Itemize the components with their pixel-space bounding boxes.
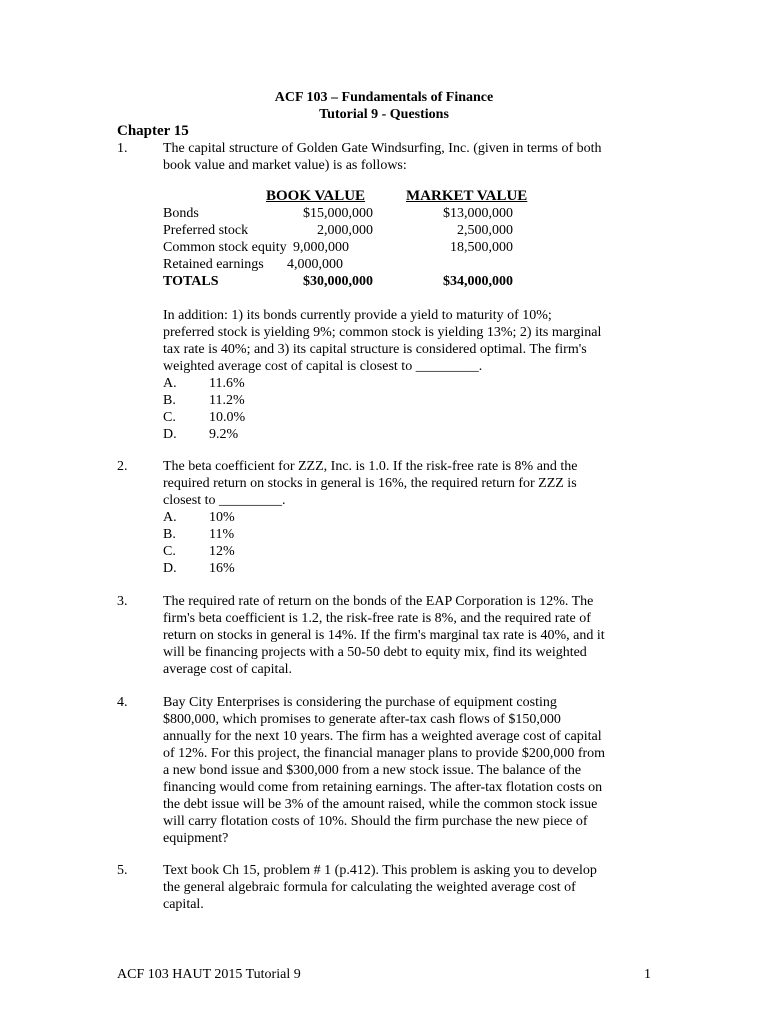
option-letter: A.: [163, 376, 177, 391]
row-label: Bonds: [163, 206, 199, 221]
question-number: 1.: [117, 141, 128, 156]
answer-option: [163, 375, 663, 392]
text-line: financing would come from retaining earnings. The after-tax flotation costs on: [163, 780, 603, 795]
text-line: the general algebraic formula for calculating the weighted average cost of: [163, 880, 576, 895]
table-row: [163, 256, 563, 273]
question-number: 4.: [117, 695, 128, 710]
question-1-body: [163, 307, 663, 443]
chapter-heading: Chapter 15: [117, 123, 189, 139]
text-line: firm's beta coefficient is 1.2, the risk-free rate is 8%, and the required rate of: [163, 611, 591, 626]
option-letter: D.: [163, 427, 177, 442]
option-text: 16%: [209, 561, 235, 576]
option-letter: C.: [163, 544, 176, 559]
table-row: [163, 222, 563, 239]
text-line: The capital structure of Golden Gate Windsurfing, Inc. (given in terms of both: [163, 141, 602, 156]
answer-option: [163, 526, 663, 543]
book-value-cell: 9,000,000: [293, 240, 349, 255]
table-row: [163, 239, 563, 256]
text-line: The beta coefficient for ZZZ, Inc. is 1.0. If the risk-free rate is 8% and the: [163, 459, 578, 474]
text-line: will be financing projects with a 50-50 debt to equity mix, find its weighted: [163, 645, 587, 660]
option-text: 12%: [209, 544, 235, 559]
text-line: Bay City Enterprises is considering the purchase of equipment costing: [163, 695, 557, 710]
text-line: annually for the next 10 years. The firm has a weighted average cost of capital: [163, 729, 602, 744]
document-title: ACF 103 – Fundamentals of Finance: [274, 90, 494, 105]
document-subtitle: Tutorial 9 - Questions: [319, 107, 449, 122]
table-header-market-value: MARKET VALUE: [406, 188, 528, 204]
option-letter: B.: [163, 527, 176, 542]
option-text: 10.0%: [209, 410, 246, 425]
option-text: 11.6%: [209, 376, 245, 391]
option-letter: A.: [163, 510, 177, 525]
text-line: a new bond issue and $300,000 from a new stock issue. The balance of the: [163, 763, 582, 778]
text-line: return on stocks in general is 14%. If the firm's marginal tax rate is 40%, and it: [163, 628, 605, 643]
table-header-book-value: BOOK VALUE: [266, 188, 366, 204]
answer-option: [163, 509, 663, 526]
footer-text: ACF 103 HAUT 2015 Tutorial 9: [117, 967, 301, 982]
question-number: 2.: [117, 459, 128, 474]
question-number: 5.: [117, 863, 128, 878]
answer-option: [163, 426, 663, 443]
text-line: Text book Ch 15, problem # 1 (p.412). This problem is asking you to develop: [163, 863, 597, 878]
text-line: required return on stocks in general is 16%, the required return for ZZZ is: [163, 476, 577, 491]
answer-option: [163, 560, 663, 577]
option-letter: C.: [163, 410, 176, 425]
market-value-total: $34,000,000: [443, 274, 513, 289]
answer-option: [163, 409, 663, 426]
text-line: $800,000, which promises to generate after-tax cash flows of $150,000: [163, 712, 561, 727]
table-totals-row: [163, 273, 563, 290]
text-line: average cost of capital.: [163, 662, 293, 677]
text-line: closest to _________.: [163, 493, 286, 508]
question-4-body: [163, 694, 663, 847]
answer-options: [163, 375, 663, 443]
page-number: 1: [644, 967, 651, 982]
question-1-intro: [163, 140, 663, 174]
answer-options: [163, 509, 663, 577]
row-label: Preferred stock: [163, 223, 249, 238]
row-label: Common stock equity: [163, 240, 287, 255]
text-line: In addition: 1) its bonds currently provide a yield to maturity of 10%;: [163, 308, 552, 323]
market-value-cell: $13,000,000: [443, 206, 513, 221]
text-line: The required rate of return on the bonds of the EAP Corporation is 12%. The: [163, 594, 594, 609]
text-line: equipment?: [163, 831, 229, 846]
option-text: 9.2%: [209, 427, 239, 442]
answer-option: [163, 543, 663, 560]
question-3-body: [163, 593, 663, 678]
market-value-cell: 18,500,000: [450, 240, 513, 255]
text-line: capital.: [163, 897, 204, 912]
table-row: [163, 205, 563, 222]
option-letter: B.: [163, 393, 176, 408]
book-value-cell: $15,000,000: [303, 206, 373, 221]
text-line: tax rate is 40%; and 3) its capital structure is considered optimal. The firm's: [163, 342, 587, 357]
market-value-cell: 2,500,000: [457, 223, 513, 238]
book-value-total: $30,000,000: [303, 274, 373, 289]
option-text: 11.2%: [209, 393, 245, 408]
text-line: weighted average cost of capital is closest to _________.: [163, 359, 483, 374]
question-5-body: [163, 862, 663, 913]
text-line: book value and market value) is as follows:: [163, 158, 407, 173]
text-line: the debt issue will be 3% of the amount raised, while the common stock issue: [163, 797, 598, 812]
answer-option: [163, 392, 663, 409]
question-number: 3.: [117, 594, 128, 609]
row-label: Retained earnings: [163, 257, 264, 272]
text-line: of 12%. For this project, the financial manager plans to provide $200,000 from: [163, 746, 606, 761]
book-value-cell: 4,000,000: [287, 257, 343, 272]
book-value-cell: 2,000,000: [317, 223, 373, 238]
question-2-body: [163, 458, 663, 577]
totals-label: TOTALS: [163, 274, 219, 289]
option-text: 11%: [209, 527, 235, 542]
option-letter: D.: [163, 561, 177, 576]
option-text: 10%: [209, 510, 235, 525]
text-line: preferred stock is yielding 9%; common stock is yielding 13%; 2) its marginal: [163, 325, 602, 340]
text-line: will carry flotation costs of 10%. Should the firm purchase the new piece of: [163, 814, 588, 829]
